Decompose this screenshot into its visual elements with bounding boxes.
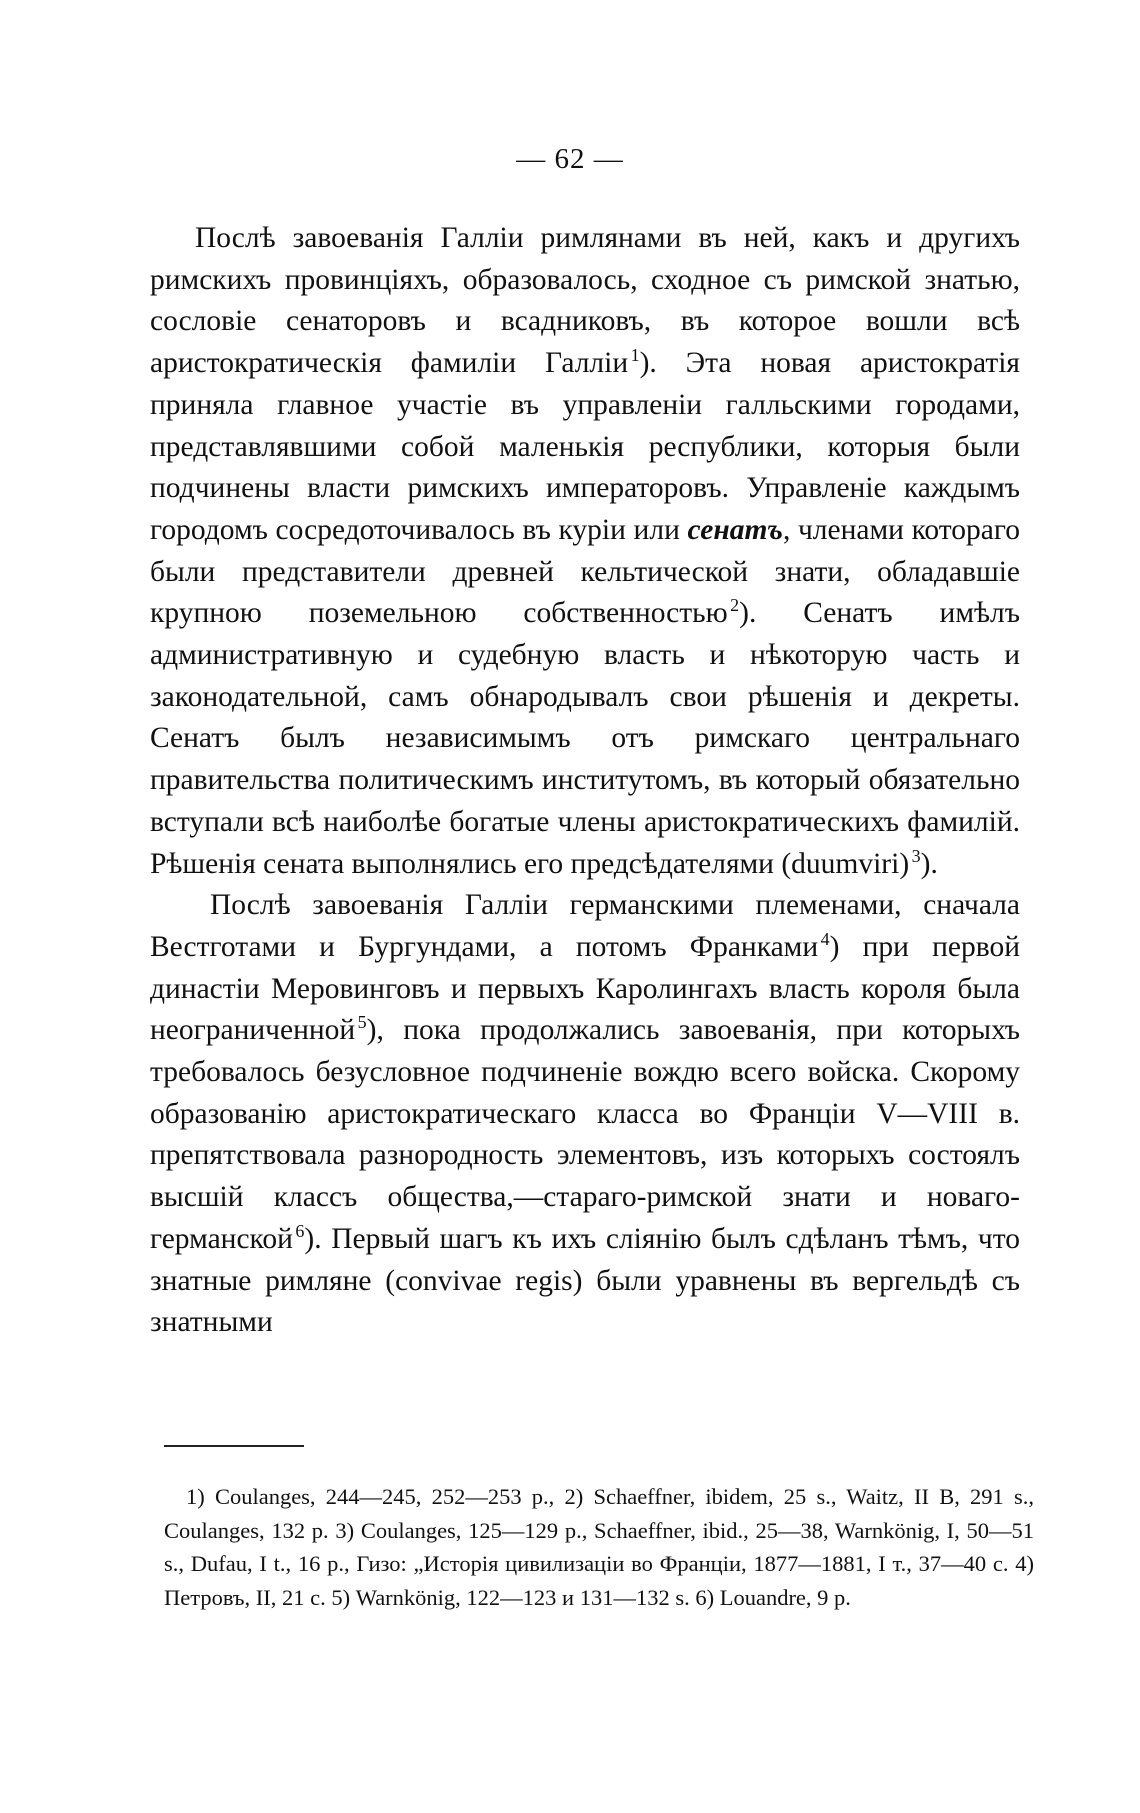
footnote-ref-3: 3	[911, 845, 921, 866]
footnote-ref-4: 4	[820, 929, 830, 950]
page-number: — 62 —	[516, 143, 624, 175]
paragraph-1-part-d: ). Сенатъ имѣлъ административную и судебную власть и нѣкоторую часть и законодательной, самъ обнародывалъ свои рѣшенія и декреты. Сенатъ былъ независимымъ отъ римскаго центральнаго правительства политическимъ институтомъ, въ который обязательно вступали всѣ наиболѣе богатые члены аристократическихъ фамилій. Рѣшенія сената выполнялись его предсѣдателями (duumviri)	[150, 597, 1020, 880]
paragraph-2-part-d: ). Первый шагъ къ ихъ сліянію былъ сдѣланъ тѣмъ, что знатные римляне (convivae regis) были уравнены въ вергельдѣ съ знатными	[150, 1222, 1020, 1339]
footnote-ref-1: 1	[630, 345, 640, 366]
italic-term-senat: сенатъ	[687, 513, 783, 546]
paragraph-1-part-a: Послѣ завоеванія Галліи римлянами въ ней, какъ и другихъ римскихъ провинціяхъ, образовалось, сходное съ римской знатью, сословіе сенаторовъ и всадниковъ, въ которое вошли всѣ аристократическія фамиліи Галліи	[150, 222, 1020, 380]
paragraph-1-part-b: ). Эта новая аристократія приняла главное участіе въ управленіи галльскими городами, представлявшими собой маленькія республики, которыя были подчинены власти римскихъ императоровъ. Управленіе каждымъ городомъ сосредоточивалось въ куріи или	[150, 347, 1020, 546]
footnotes	[164, 1480, 1034, 1614]
footnotes-text: 1) Coulanges, 244—245, 252—253 p., 2) Schaeffner, ibidem, 25 s., Waitz, II B, 291 s., Coulanges, 132 p. 3) Coulanges, 125—129 p., Schaeffner, ibid., 25—38, Warnkönig, I, 50—51 s., Dufau, I t., 16 p., Гизо: „Исторія цивилизаціи во Франціи, 1877—1881, I т., 37—40 с. 4) Петровъ, II, 21 с. 5) Warnkönig, 122—123 и 131—132 s. 6) Louandre, 9 p.	[164, 1484, 1034, 1610]
footnote-ref-5: 5	[357, 1012, 367, 1033]
paragraph-1-part-e: ).	[920, 847, 938, 880]
footnote-ref-6: 6	[295, 1221, 305, 1242]
paragraph-2-part-b: ) при первой династіи Меровинговъ и первыхъ Каролингахъ власть короля была неограниченной	[150, 930, 1021, 1047]
paragraph-2-part-a: Послѣ завоеванія Галліи германскими племенами, сначала Вестготами и Бургундами, а потомъ Франками	[150, 889, 1020, 963]
paragraph-1	[150, 218, 1020, 885]
paragraph-2	[150, 885, 1020, 1344]
footnote-divider	[164, 1445, 304, 1447]
footnote-ref-2: 2	[730, 595, 740, 616]
paragraph-2-part-c: ), пока продолжались завоеванія, при которыхъ требовалось безусловное подчиненіе вождю всего войска. Скорому образованію аристократическаго класса во Франціи V—VIII в. препятствовала разнородность элементовъ, изъ которыхъ состоялъ высшій классъ общества,—стараго-римской знати и новаго-германской	[150, 1014, 1020, 1255]
paragraph-1-part-c: , членами котораго были представители древней кельтической знати, обладавшіе крупною поземельною собственностью	[150, 513, 1020, 630]
body-text	[150, 218, 1020, 1344]
